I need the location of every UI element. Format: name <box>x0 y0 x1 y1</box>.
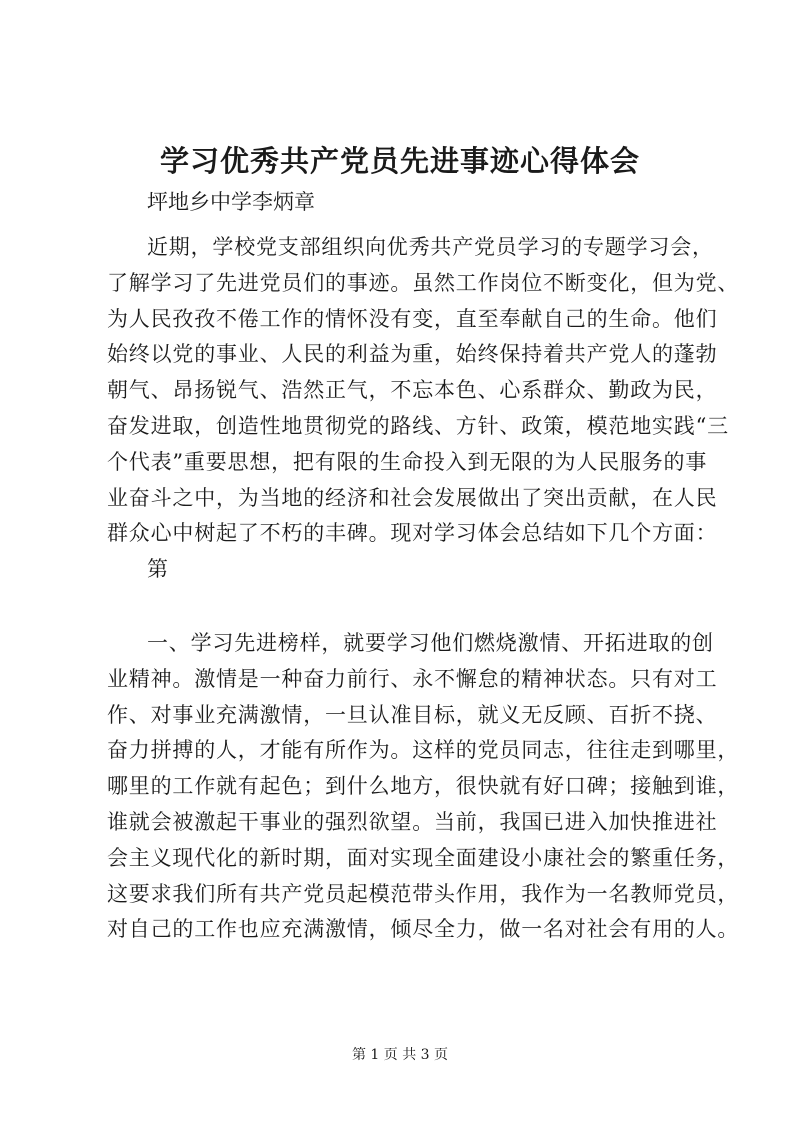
text-line: 近期，学校党支部组织向优秀共产党员学习的专题学习会， <box>147 235 714 259</box>
page-number-footer: 第 1 页 共 3 页 <box>351 1047 449 1063</box>
author-line: 坪地乡中学李炳章 <box>147 190 315 214</box>
text-line: 始终以党的事业、人民的利益为重，始终保持着共产党人的蓬勃 <box>107 342 718 367</box>
text-line: 个代表”重要思想，把有限的生命投入到无限的为人民服务的事 <box>107 449 708 474</box>
text-line: 业奋斗之中，为当地的经济和社会发展做出了突出贡献，在人民 <box>107 485 718 510</box>
text-line: 业精神。激情是一种奋力前行、永不懈怠的精神状态。只有对工 <box>107 666 718 691</box>
paragraph-intro <box>107 230 740 588</box>
text-line: 第 <box>147 557 169 582</box>
document-title: 学习优秀共产党员先进事迹心得体会 <box>159 144 640 178</box>
text-line: 谁就会被激起干事业的强烈欲望。当前，我国已进入加快推进社 <box>107 809 718 834</box>
text-line: 这要求我们所有共产党员起模范带头作用，我作为一名教师党员， <box>107 881 740 906</box>
text-line: 作、对事业充满激情，一旦认准目标，就义无反顾、百折不挠、 <box>107 702 718 727</box>
text-line: 哪里的工作就有起色；到什么地方，很快就有好口碑；接触到谁， <box>107 774 740 799</box>
text-line: 朝气、昂扬锐气、浩然正气，不忘本色、心系群众、勤政为民， <box>107 378 718 403</box>
text-line: 对自己的工作也应充满激情，倾尽全力，做一名对社会有用的人。 <box>107 917 740 942</box>
text-line: 群众心中树起了不朽的丰碑。现对学习体会总结如下几个方面： <box>107 521 718 546</box>
text-line: 一、学习先进榜样，就要学习他们燃烧激情、开拓进取的创 <box>147 631 714 655</box>
paragraph-first-point <box>107 626 740 948</box>
text-line: 了解学习了先进党员们的事迹。虽然工作岗位不断变化，但为党、 <box>107 270 740 295</box>
text-line: 奋力拼搏的人，才能有所作为。这样的党员同志，往往走到哪里， <box>107 738 740 763</box>
text-line: 会主义现代化的新时期，面对实现全面建设小康社会的繁重任务， <box>107 845 740 870</box>
text-line: 奋发进取，创造性地贯彻党的路线、方针、政策，模范地实践“三 <box>107 413 729 438</box>
text-line: 为人民孜孜不倦工作的情怀没有变，直至奉献自己的生命。他们 <box>107 306 718 331</box>
